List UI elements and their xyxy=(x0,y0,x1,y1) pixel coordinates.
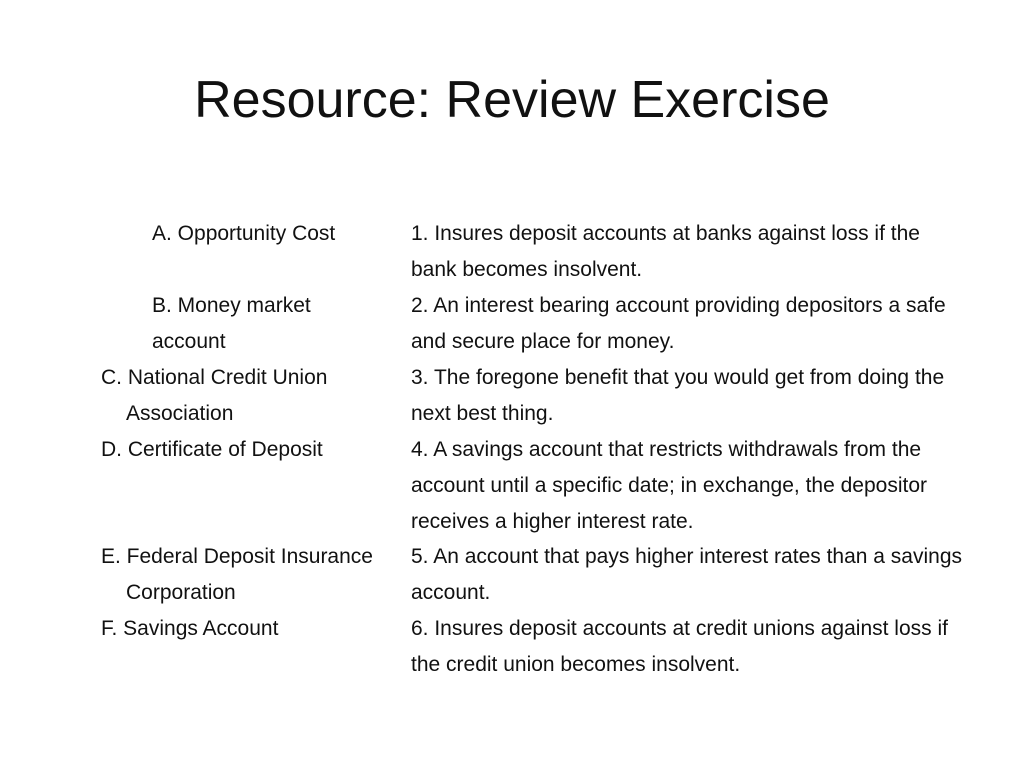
definition-4: 4. A savings account that restricts withdrawals from the account until a specific date; in exchange, the depositor receives a higher interest rate. xyxy=(411,438,927,533)
slide-title: Resource: Review Exercise xyxy=(194,71,830,129)
term-a-label: A. Opportunity Cost xyxy=(152,222,336,245)
definition-2: 2. An interest bearing account providing depositors a safe and secure place for money. xyxy=(411,294,946,353)
definition-6: 6. Insures deposit accounts at credit unions against loss if the credit union becomes insolvent. xyxy=(411,617,948,676)
definition-5: 5. An account that pays higher interest rates than a savings account. xyxy=(411,545,963,604)
term-b xyxy=(152,288,311,360)
term-c xyxy=(101,360,327,432)
term-c-line2: Association xyxy=(126,402,234,425)
definition-1: 1. Insures deposit accounts at banks against loss if the bank becomes insolvent. xyxy=(411,222,920,281)
term-e-line2: Corporation xyxy=(126,581,236,604)
term-d-line1: D. Certificate of Deposit xyxy=(101,438,323,461)
term-a xyxy=(152,216,335,252)
term-b-line2: account xyxy=(152,330,226,353)
term-d xyxy=(101,432,323,468)
term-b-line1: B. Money market xyxy=(152,294,311,317)
definition-3: 3. The foregone benefit that you would get from doing the next best thing. xyxy=(411,366,945,425)
term-e-line1: E. Federal Deposit Insurance xyxy=(101,545,373,568)
term-f-line1: F. Savings Account xyxy=(101,617,279,640)
term-f xyxy=(101,611,278,647)
term-e xyxy=(101,539,373,611)
term-c-line1: C. National Credit Union xyxy=(101,366,328,389)
